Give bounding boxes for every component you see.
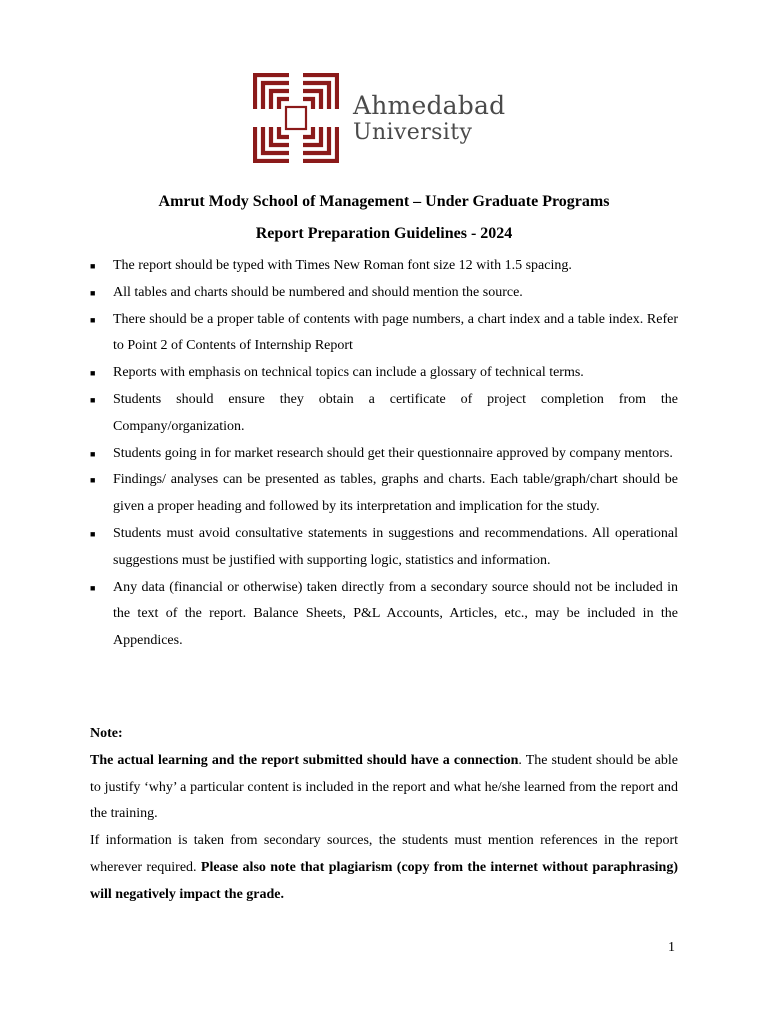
list-item — [90, 253, 678, 280]
list-item — [90, 280, 678, 307]
bullet-icon: ■ — [90, 368, 96, 379]
university-logo — [253, 73, 505, 163]
bullet-icon: ■ — [90, 314, 96, 325]
school-program-heading: Amrut Mody School of Management – Under Graduate Programs — [158, 193, 610, 210]
list-item — [90, 360, 678, 387]
list-item-text: Students must avoid consultative statements in suggestions and recommendations. All operational suggestions must be justified with supporting logic, statistics and information. — [113, 525, 678, 568]
ahmedabad-university-emblem-icon — [253, 73, 339, 163]
list-item-text: Students going in for market research should get their questionnaire approved by company mentors. — [113, 445, 673, 461]
bullet-icon: ■ — [90, 475, 96, 486]
guidelines-list — [90, 253, 678, 655]
guidelines-title: Report Preparation Guidelines - 2024 — [255, 225, 513, 242]
note-emphasis-connection: The actual learning and the report submitted should have a connection — [90, 752, 519, 768]
note-paragraph-plagiarism — [90, 828, 678, 908]
list-item-text: All tables and charts should be numbered and should mention the source. — [113, 284, 523, 300]
wordmark-line-university: University — [353, 119, 473, 145]
bullet-icon: ■ — [90, 448, 96, 459]
page-number: 1 — [668, 940, 675, 955]
list-item-text: Students should ensure they obtain a certificate of project completion from the Company/organization. — [113, 391, 678, 434]
note-paragraph-connection — [90, 748, 678, 828]
list-item — [90, 307, 678, 361]
list-item-text: Findings/ analyses can be presented as tables, graphs and charts. Each table/graph/chart should be given a proper heading and followed by its interpretation and implication for the study. — [113, 472, 678, 515]
list-item-text: There should be a proper table of contents with page numbers, a chart index and a table index. Refer to Point 2 of Contents of Internship Report — [113, 311, 678, 354]
note-text-connection: . The student should be able to justify ‘why’ a particular content is included in the report and what he/she learned from the report and the training. — [90, 752, 678, 822]
list-item — [90, 441, 678, 468]
list-item — [90, 521, 678, 575]
list-item-text: Any data (financial or otherwise) taken directly from a secondary source should not be included in the text of the report. Balance Sheets, P&L Accounts, Articles, etc., may be included in the Appendices. — [113, 579, 678, 649]
list-item-text: Reports with emphasis on technical topics can include a glossary of technical terms. — [113, 365, 584, 381]
bullet-icon: ■ — [90, 582, 96, 593]
wordmark-line-ahmedabad: Ahmedabad — [353, 90, 506, 120]
note-emphasis-plagiarism: Please also note that plagiarism (copy from the internet without paraphrasing) will negatively impact the grade. — [90, 859, 679, 902]
list-item — [90, 387, 678, 441]
list-item — [90, 467, 678, 521]
bullet-icon: ■ — [90, 287, 96, 298]
list-item-text: The report should be typed with Times New Roman font size 12 with 1.5 spacing. — [113, 258, 572, 273]
note-title: Note: — [90, 726, 123, 741]
bullet-icon: ■ — [90, 528, 96, 539]
note-text-references: If information is taken from secondary sources, the students must mention references in the report wherever required. — [90, 833, 678, 875]
list-item — [90, 575, 678, 655]
note-section — [90, 721, 678, 909]
bullet-icon: ■ — [90, 261, 96, 271]
university-wordmark — [353, 90, 506, 145]
bullet-icon: ■ — [90, 394, 96, 405]
